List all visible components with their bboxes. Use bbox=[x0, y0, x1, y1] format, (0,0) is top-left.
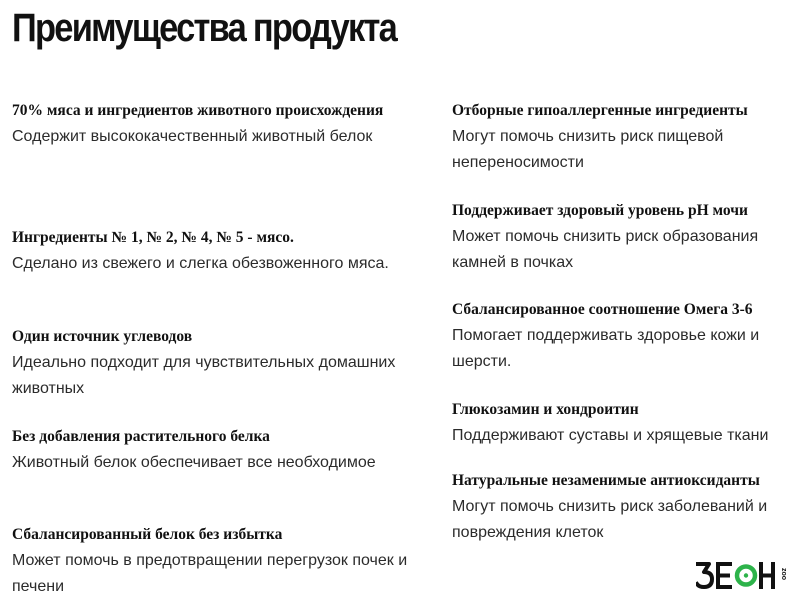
benefit-item bbox=[452, 397, 797, 449]
benefit-title: Глюкозамин и хондроитин bbox=[452, 401, 639, 418]
benefit-title: Сбалансированный белок без избытка bbox=[12, 526, 283, 543]
benefit-title: Поддерживает здоровый уровень pH мочи bbox=[452, 202, 748, 219]
benefit-item bbox=[12, 522, 432, 600]
benefit-item bbox=[12, 98, 432, 150]
benefit-text: Животный белок обеспечивает все необходимое bbox=[12, 454, 376, 471]
benefit-item bbox=[452, 98, 797, 176]
benefit-item bbox=[452, 297, 797, 375]
benefit-text: Может помочь снизить риск образования камней в почках bbox=[452, 228, 759, 271]
benefit-title: Сбалансированное соотношение Омега 3-6 bbox=[452, 301, 753, 318]
benefit-text: Сделано из свежего и слегка обезвоженного мяса. bbox=[12, 255, 389, 272]
page-title: Преимущества продукта bbox=[12, 6, 397, 50]
benefit-item bbox=[452, 198, 797, 276]
benefit-title: Ингредиенты № 1, № 2, № 4, № 5 - мясо. bbox=[12, 229, 294, 246]
benefit-item bbox=[12, 225, 432, 277]
benefit-item bbox=[12, 324, 432, 402]
benefit-text: Поддерживают суставы и хрящевые ткани bbox=[452, 427, 769, 444]
benefit-item bbox=[12, 424, 432, 476]
logo-small-text: zoo bbox=[780, 568, 787, 581]
benefit-text: Могут помочь снизить риск пищевой непереносимости bbox=[452, 128, 724, 171]
benefit-text: Содержит высококачественный животный белок bbox=[12, 128, 373, 145]
benefit-text: Идеально подходит для чувствительных домашних животных bbox=[12, 354, 396, 397]
benefit-title: Один источник углеводов bbox=[12, 328, 193, 345]
zeon-logo bbox=[696, 560, 792, 590]
benefit-item bbox=[452, 468, 797, 546]
benefit-title: 70% мяса и ингредиентов животного происхождения bbox=[12, 102, 384, 119]
benefit-title: Натуральные незаменимые антиоксиданты bbox=[452, 472, 760, 489]
benefit-text: Может помочь в предотвращении перегрузок почек и печени bbox=[12, 552, 408, 595]
benefit-text: Помогает поддерживать здоровье кожи и шерсти. bbox=[452, 327, 760, 370]
benefit-title: Без добавления растительного белка bbox=[12, 428, 270, 445]
benefit-text: Могут помочь снизить риск заболеваний и повреждения клеток bbox=[452, 498, 768, 541]
benefit-title: Отборные гипоаллергенные ингредиенты bbox=[452, 102, 748, 119]
